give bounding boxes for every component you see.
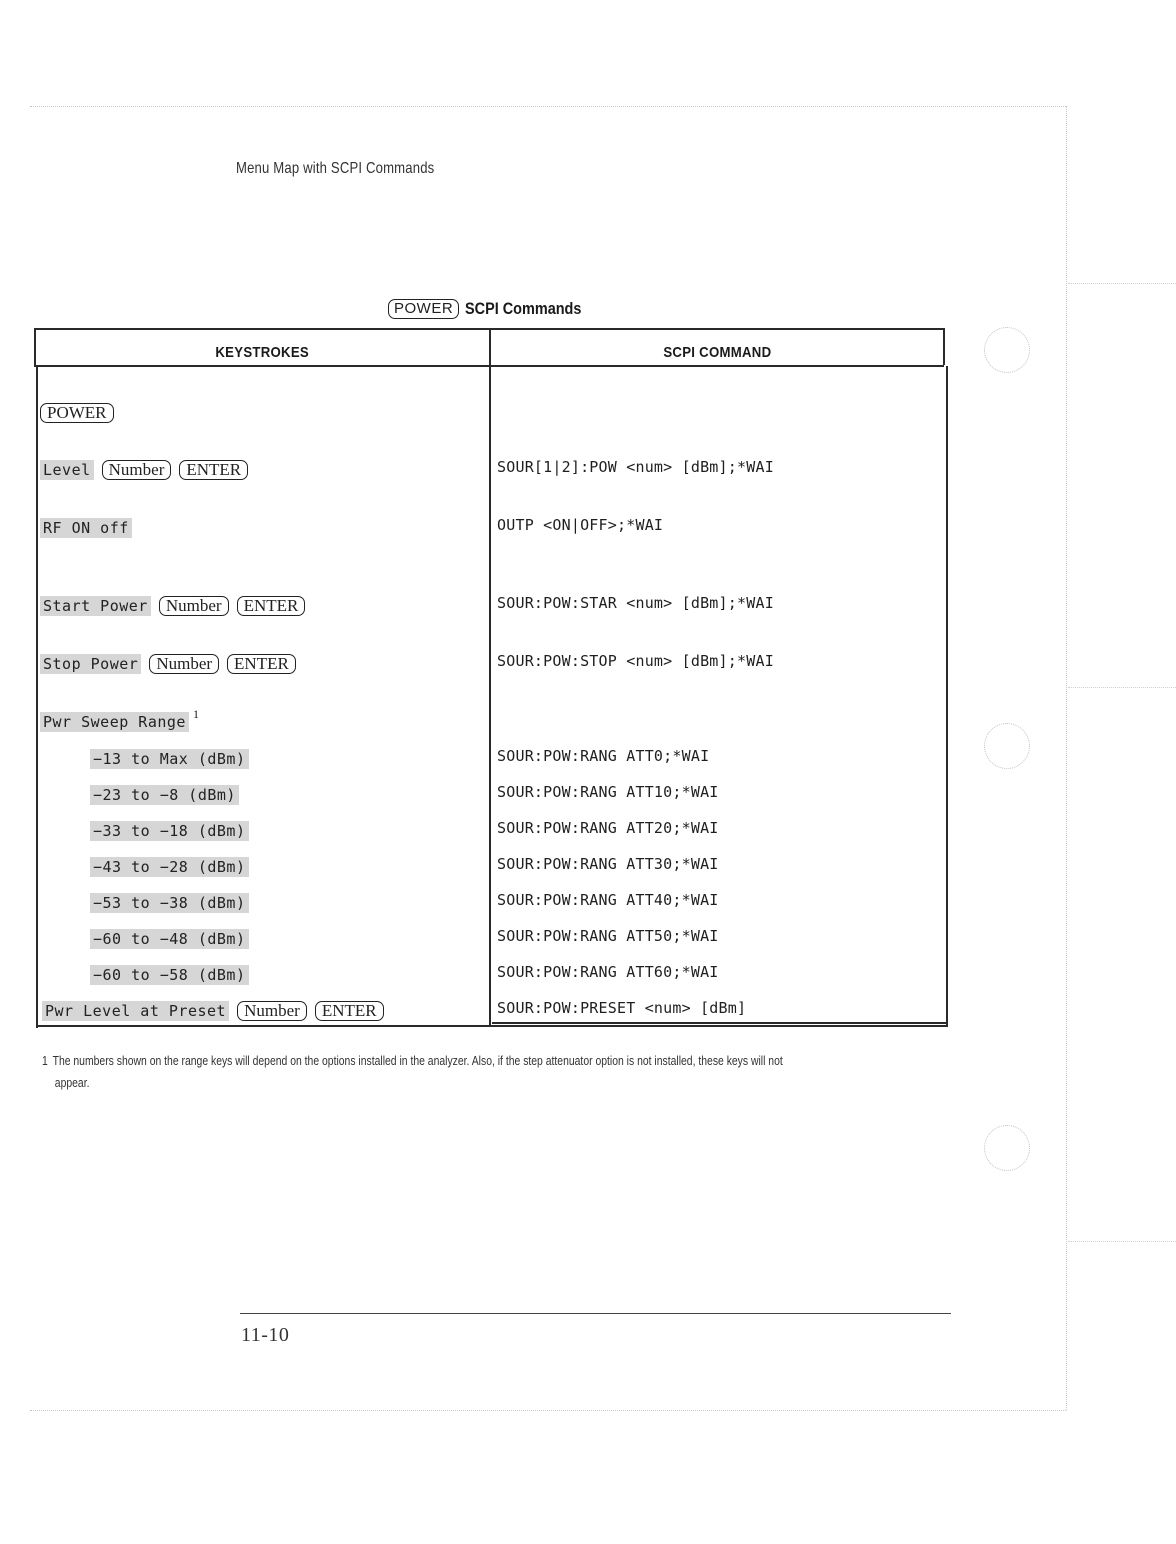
- enter-key: ENTER: [227, 654, 296, 674]
- table-row: [40, 518, 132, 538]
- softkey-pwr-level-at-preset: Pwr Level at Preset: [42, 1001, 229, 1021]
- softkey-rf-on-off: RF ON off: [40, 518, 132, 538]
- keystrokes-header: KEYSTROKES: [215, 343, 310, 361]
- table-row: [90, 965, 249, 985]
- footnote-number: 1: [42, 1053, 48, 1068]
- number-key: Number: [102, 460, 172, 480]
- page-edge: [1066, 106, 1067, 1410]
- table-row: [90, 749, 249, 769]
- tab-divider: [1068, 687, 1176, 688]
- footer-rule: [240, 1313, 951, 1314]
- page-number: 11-10: [241, 1324, 290, 1346]
- softkey-range: −60 to −58 (dBm): [90, 965, 249, 985]
- softkey-start-power: Start Power: [40, 596, 151, 616]
- table-row: [40, 403, 114, 423]
- softkey-range: −60 to −48 (dBm): [90, 929, 249, 949]
- scpi-command: SOUR:POW:RANG ATT0;*WAI: [497, 747, 710, 765]
- tab-divider: [1068, 283, 1176, 284]
- scpi-command: SOUR:POW:RANG ATT30;*WAI: [497, 855, 719, 873]
- table-row: [40, 706, 199, 732]
- softkey-range: −43 to −28 (dBm): [90, 857, 249, 877]
- footnote-marker: 1: [192, 706, 199, 721]
- softkey-level: Level: [40, 460, 94, 480]
- table-title-text: SCPI Commands: [465, 299, 582, 318]
- scpi-command-header: SCPI COMMAND: [662, 343, 772, 361]
- page-edge: [30, 106, 1066, 107]
- footnote-text: The numbers shown on the range keys will depend on the options installed in the analyzer. Also, if the step attenuator option is not installed, these keys will not: [52, 1053, 783, 1068]
- number-key: Number: [237, 1001, 307, 1021]
- table-border-right: [946, 366, 948, 1026]
- power-hardkey: POWER: [40, 403, 114, 423]
- softkey-range: −13 to Max (dBm): [90, 749, 249, 769]
- table-row: [90, 893, 249, 913]
- scpi-command: SOUR:POW:RANG ATT10;*WAI: [497, 783, 719, 801]
- softkey-pwr-sweep-range: Pwr Sweep Range: [40, 712, 189, 732]
- softkey-range: −33 to −18 (dBm): [90, 821, 249, 841]
- table-row: [90, 929, 249, 949]
- softkey-range: −23 to −8 (dBm): [90, 785, 239, 805]
- power-hardkey: POWER: [388, 299, 459, 319]
- enter-key: ENTER: [179, 460, 248, 480]
- binder-hole: [984, 1125, 1030, 1171]
- softkey-range: −53 to −38 (dBm): [90, 893, 249, 913]
- table-row: [40, 654, 296, 674]
- tab-divider: [1068, 1241, 1176, 1242]
- table-row: [90, 857, 249, 877]
- softkey-stop-power: Stop Power: [40, 654, 141, 674]
- scpi-command: SOUR:POW:RANG ATT20;*WAI: [497, 819, 719, 837]
- table-row: [40, 460, 248, 480]
- table-row: [40, 596, 305, 616]
- scpi-command: SOUR:POW:RANG ATT40;*WAI: [497, 891, 719, 909]
- table-column-divider: [489, 328, 491, 1026]
- table-border-left: [36, 366, 38, 1028]
- table-row: [42, 1001, 384, 1021]
- number-key: Number: [159, 596, 229, 616]
- footnote: [42, 1050, 930, 1094]
- footnote-text-continued: appear.: [54, 1075, 90, 1090]
- table-row: [90, 821, 249, 841]
- page-edge: [30, 1410, 1066, 1411]
- running-head: Menu Map with SCPI Commands: [236, 160, 435, 177]
- table-title: [388, 297, 602, 321]
- binder-hole: [984, 723, 1030, 769]
- scpi-command: SOUR[1|2]:POW <num> [dBm];*WAI: [497, 458, 774, 476]
- scpi-command: SOUR:POW:RANG ATT50;*WAI: [497, 927, 719, 945]
- number-key: Number: [149, 654, 219, 674]
- enter-key: ENTER: [237, 596, 306, 616]
- scpi-command: SOUR:POW:STOP <num> [dBm];*WAI: [497, 652, 774, 670]
- scpi-command: OUTP <ON|OFF>;*WAI: [497, 516, 664, 534]
- table-border-bottom: [36, 1025, 948, 1027]
- binder-hole: [984, 327, 1030, 373]
- table-border-bottom: [492, 1022, 948, 1024]
- table-row: [90, 785, 239, 805]
- scpi-command: SOUR:POW:RANG ATT60;*WAI: [497, 963, 719, 981]
- enter-key: ENTER: [315, 1001, 384, 1021]
- scpi-command: SOUR:POW:STAR <num> [dBm];*WAI: [497, 594, 774, 612]
- scpi-command: SOUR:POW:PRESET <num> [dBm]: [497, 999, 747, 1017]
